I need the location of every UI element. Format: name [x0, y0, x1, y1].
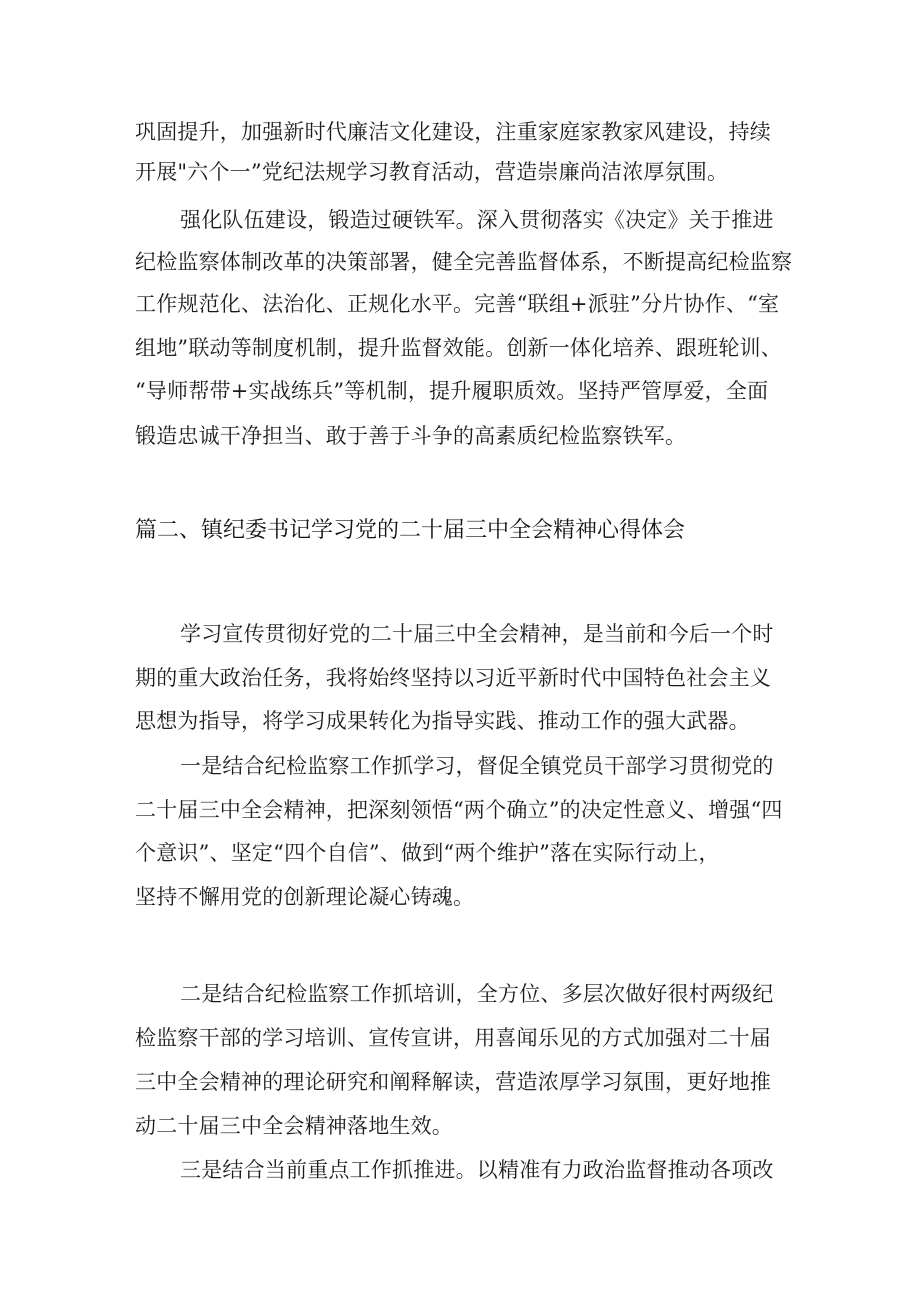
- intro-paragraph-line-2: 期的重大政治任务，我将始终坚持以习近平新时代中国特色社会主义: [135, 666, 771, 690]
- paragraph-two-line-3: 三中全会精神的理论研究和阐释解读，营造浓厚学习氛围，更好地推: [135, 1070, 771, 1094]
- team-paragraph-line-2: 纪检监察体制改革的决策部署，健全完善监督体系，不断提高纪检监察: [135, 250, 793, 274]
- paragraph-two-line-2: 检监察干部的学习培训、宣传宣讲，用喜闻乐见的方式加强对二十届: [135, 1026, 771, 1050]
- team-paragraph-line-6: 锻造忠诚干净担当、敢于善于斗争的高素质纪检监察铁军。: [135, 424, 687, 448]
- intro-paragraph-line-1: 学习宣传贯彻好党的二十届三中全会精神，是当前和今后一个时: [180, 622, 774, 646]
- paragraph-three-line-1: 三是结合当前重点工作抓推进。以精准有力政治监督推动各项改: [180, 1158, 774, 1182]
- continuation-line-2: 开展"六个一”党纪法规学习教育活动，营造崇廉尚洁浓厚氛围。: [135, 160, 729, 184]
- team-paragraph-line-3: 工作规范化、法治化、正规化水平。完善“联组+派驻”分片协作、“室: [135, 292, 780, 316]
- paragraph-two-line-1: 二是结合纪检监察工作抓培训，全方位、多层次做好很村两级纪: [180, 982, 774, 1006]
- team-paragraph-line-4: 组地”联动等制度机制，提升监督效能。创新一体化培养、跟班轮训、: [135, 336, 782, 360]
- paragraph-two-line-4: 动二十届三中全会精神落地生效。: [135, 1114, 453, 1138]
- paragraph-one-line-3: 个意识”、坚定“四个自信”、做到“两个维护”落在实际行动上，: [135, 841, 720, 865]
- team-paragraph-line-5: “导师帮带+实战练兵”等机制，提升履职质效。坚持严管厚爱，全面: [135, 379, 769, 403]
- paragraph-one-line-4: 坚持不懈用党的创新理论凝心铸魂。: [135, 885, 475, 909]
- team-paragraph-line-1: 强化队伍建设，锻造过硬铁军。深入贯彻落实《决定》关于推进: [180, 208, 774, 232]
- continuation-line-1: 巩固提升，加强新时代廉洁文化建设，注重家庭家教家风建设，持续: [135, 120, 771, 144]
- paragraph-one-line-2: 二十届三中全会精神，把深刻领悟“两个确立”的决定性意义、增强“四: [135, 798, 783, 822]
- intro-paragraph-line-3: 思想为指导，将学习成果转化为指导实践、推动工作的强大武器。: [135, 709, 750, 733]
- section-heading: 篇二、镇纪委书记学习党的二十届三中全会精神心得体会: [135, 518, 686, 543]
- paragraph-one-line-1: 一是结合纪检监察工作抓学习，督促全镇党员干部学习贯彻党的: [180, 754, 774, 778]
